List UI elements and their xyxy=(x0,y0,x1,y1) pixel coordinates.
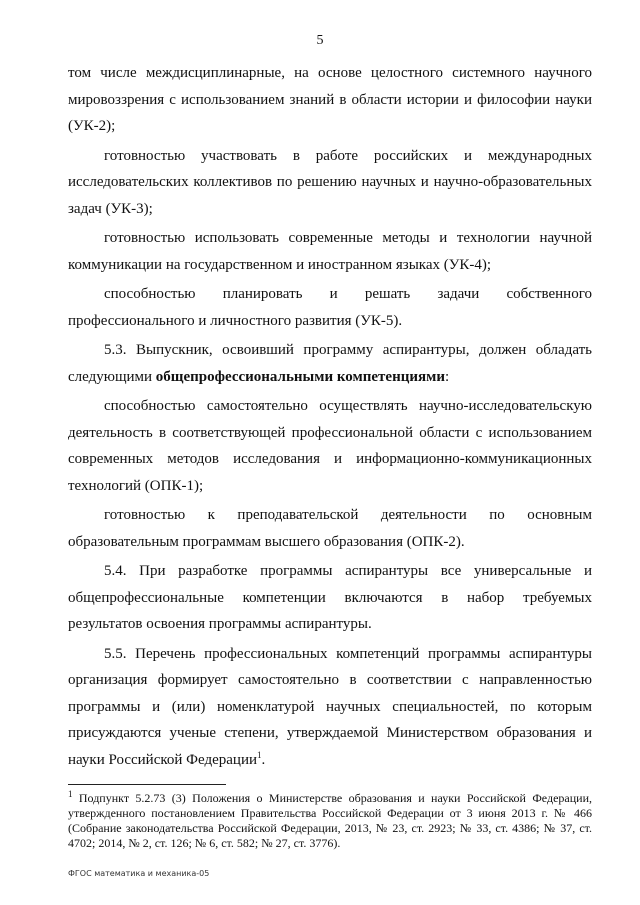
paragraph-text: готовностью к преподавательской деятельности по основным образовательным программам высшего образования (ОПК-2). xyxy=(68,507,592,550)
document-footer: ФГОС математика и механика-05 xyxy=(68,869,210,878)
paragraph xyxy=(68,143,592,223)
footnote-ref: 1 xyxy=(257,749,262,760)
paragraph-text: 5.5. Перечень профессиональных компетенций программы аспирантуры организация формирует самостоятельно в соответствии с направленностью программы и (или) номенклатурой научных специальностей, по которым присуждаются ученые степени, утверждаемой Министерством образования и науки Российской Федерации xyxy=(68,645,592,768)
footnote xyxy=(68,791,592,851)
paragraph-text: готовностью использовать современные методы и технологии научной коммуникации на государственном и иностранном языках (УК-4); xyxy=(68,230,592,273)
paragraph-text: 5.3. Выпускник, освоивший программу аспирантуры, должен обладать следующими xyxy=(68,342,592,385)
footnote-separator xyxy=(68,784,226,785)
paragraph xyxy=(68,641,592,774)
footnote-marker: 1 xyxy=(68,789,73,799)
paragraph xyxy=(68,281,592,334)
paragraph xyxy=(68,502,592,555)
paragraph-text: том числе междисциплинарные, на основе целостного системного научного мировоззрения с использованием знаний в области истории и философии науки (УК-2); xyxy=(68,65,592,134)
document-body xyxy=(68,60,592,776)
paragraph xyxy=(68,393,592,499)
paragraph-tail: . xyxy=(261,751,266,768)
paragraph-text: способностью самостоятельно осуществлять научно-исследовательскую деятельность в соответствующей профессиональной области с использованием современных методов исследования и информационно-коммуникационных технологий (ОПК-1); xyxy=(68,398,592,494)
paragraph xyxy=(68,337,592,390)
paragraph-text: способностью планировать и решать задачи собственного профессионального и личностного развития (УК-5). xyxy=(68,286,592,329)
paragraph xyxy=(68,225,592,278)
paragraph-tail: : xyxy=(444,368,450,385)
paragraph xyxy=(68,60,592,140)
page-number: 5 xyxy=(316,33,324,48)
footnote-text: Подпункт 5.2.73 (3) Положения о Министерстве образования и науки Российской Федерации, утвержденного постановлением Правительства Российской Федерации от 3 июня 2013 г. № 466 (Собрание законодательства Российской Федерации, 2013, № 23, ст. 2923; № 33, ст. 4386; № 37, ст. 4702; 2014, № 2, ст. 126; № 6, ст. 582; № 27, ст. 3776). xyxy=(68,791,592,850)
paragraph xyxy=(68,558,592,638)
paragraph-text: 5.4. При разработке программы аспирантуры все универсальные и общепрофессиональные компетенции включаются в набор требуемых результатов освоения программы аспирантуры. xyxy=(68,563,592,632)
paragraph-text: готовностью участвовать в работе российских и международных исследовательских коллективов по решению научных и научно-образовательных задач (УК-3); xyxy=(68,147,592,217)
bold-term: общепрофессиональными компетенциями xyxy=(155,368,445,385)
